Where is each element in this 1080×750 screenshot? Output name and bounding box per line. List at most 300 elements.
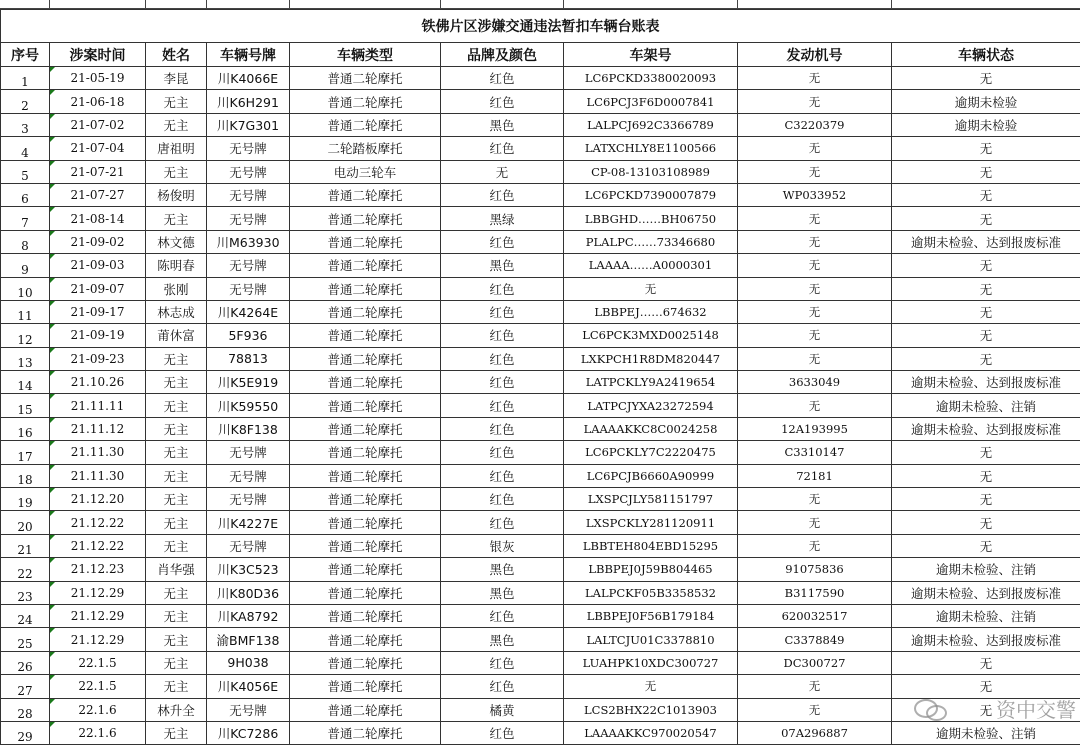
cell-brand-color — [441, 628, 564, 651]
cell-text: 黑色 — [489, 117, 515, 133]
cell-vehicle-type — [290, 488, 441, 511]
cell-brand-color — [441, 651, 564, 674]
cell-text: 红色 — [489, 422, 515, 438]
cell-vehicle-type — [290, 113, 441, 136]
cell-text: 25 — [17, 636, 33, 651]
cell-plate — [207, 324, 290, 347]
column-header-index: 序号 — [1, 43, 50, 67]
cell-status — [892, 67, 1080, 90]
cell-name — [146, 277, 207, 300]
cell-text: 21-07-21 — [70, 164, 125, 179]
cell-case-date — [50, 300, 146, 323]
cell-text: 无 — [979, 164, 993, 180]
cell-text: 无 — [979, 211, 993, 227]
cell-text: 21-05-19 — [70, 71, 125, 86]
table-row — [1, 67, 1080, 90]
cell-status — [892, 300, 1080, 323]
cell-text: 逾期未检验、注销 — [936, 609, 1037, 625]
watermark-text: 资中交警 — [996, 698, 1076, 722]
cell-text: 川K8F138 — [218, 422, 278, 438]
cell-text: 肖华强 — [157, 562, 195, 578]
cell-index — [1, 347, 50, 370]
cell-vin — [564, 651, 738, 674]
cell-name — [146, 230, 207, 253]
cell-name — [146, 254, 207, 277]
table-row — [1, 488, 1080, 511]
cell-name — [146, 394, 207, 417]
cell-text: 红色 — [489, 351, 515, 367]
cell-engine-no — [738, 371, 892, 394]
cell-text: LC6PCKD3380020093 — [584, 71, 717, 86]
cell-vin — [564, 207, 738, 230]
cell-case-date — [50, 604, 146, 627]
cell-vehicle-type — [290, 347, 441, 370]
cell-text: 黑色 — [489, 562, 515, 578]
cell-text: LC6PCKD7390007879 — [584, 188, 717, 203]
cell-vehicle-type — [290, 675, 441, 698]
cell-text: 普通二轮摩托 — [327, 94, 403, 110]
cell-plate — [207, 721, 290, 744]
cell-index — [1, 511, 50, 534]
cell-vehicle-type — [290, 207, 441, 230]
cell-index — [1, 160, 50, 183]
cell-text: 川K4056E — [217, 679, 279, 695]
cell-text: 无主 — [163, 515, 189, 531]
cell-text: 无主 — [163, 164, 189, 180]
cell-plate — [207, 371, 290, 394]
cell-text: 无号牌 — [229, 492, 267, 508]
cell-text: 无 — [979, 492, 993, 508]
cell-index — [1, 113, 50, 136]
cell-text: 黑色 — [489, 632, 515, 648]
cell-text: 无主 — [163, 632, 189, 648]
cell-vin — [564, 347, 738, 370]
cell-vin — [564, 417, 738, 440]
cell-status — [892, 254, 1080, 277]
cell-status — [892, 371, 1080, 394]
cell-case-date — [50, 254, 146, 277]
cell-text: 21-09-02 — [70, 234, 125, 249]
cell-name — [146, 604, 207, 627]
cell-text: 无 — [808, 305, 821, 320]
cell-status — [892, 604, 1080, 627]
cell-brand-color — [441, 604, 564, 627]
table-row — [1, 441, 1080, 464]
cell-brand-color — [441, 160, 564, 183]
cell-text: 24 — [17, 613, 33, 628]
cell-brand-color — [441, 254, 564, 277]
cell-vin — [564, 254, 738, 277]
cell-text: 3633049 — [788, 375, 841, 390]
cell-vehicle-type — [290, 90, 441, 113]
cell-brand-color — [441, 300, 564, 323]
cell-text: 电动三轮车 — [333, 164, 397, 180]
cell-text: 无号牌 — [229, 539, 267, 554]
cell-text: 21.11.30 — [70, 468, 125, 483]
cell-engine-no — [738, 67, 892, 90]
cell-status — [892, 207, 1080, 230]
cell-text: 无号牌 — [229, 188, 267, 204]
cell-vehicle-type — [290, 651, 441, 674]
cell-plate — [207, 581, 290, 604]
cell-text: B3117590 — [784, 585, 845, 600]
cell-plate — [207, 347, 290, 370]
column-header-name: 姓名 — [146, 43, 207, 67]
cell-name — [146, 675, 207, 698]
cell-text: 红色 — [489, 492, 515, 508]
cell-text: 无号牌 — [229, 258, 267, 274]
cell-vehicle-type — [290, 441, 441, 464]
cell-status — [892, 651, 1080, 674]
vehicle-ledger-table — [0, 9, 1080, 745]
cell-engine-no — [738, 183, 892, 206]
cell-text: 72181 — [796, 468, 833, 483]
cell-text: LC6PCK3MXD0025148 — [582, 328, 719, 343]
cell-case-date — [50, 558, 146, 581]
cell-text: 21.10.26 — [70, 375, 125, 390]
table-row — [1, 254, 1080, 277]
cell-engine-no — [738, 604, 892, 627]
cell-text: 无 — [808, 211, 821, 226]
cell-name — [146, 183, 207, 206]
cell-engine-no — [738, 651, 892, 674]
cell-text: 无 — [808, 141, 821, 156]
cell-text: 普通二轮摩托 — [327, 515, 403, 531]
cell-text: 20 — [17, 519, 33, 534]
cell-text: 普通二轮摩托 — [327, 726, 403, 742]
cell-status — [892, 534, 1080, 557]
cell-name — [146, 207, 207, 230]
cell-engine-no — [738, 488, 892, 511]
cell-plate — [207, 628, 290, 651]
cell-engine-no — [738, 277, 892, 300]
cell-case-date — [50, 488, 146, 511]
cell-index — [1, 675, 50, 698]
cell-text: 普通二轮摩托 — [327, 375, 403, 391]
cell-engine-no — [738, 230, 892, 253]
cell-text: 逾期未检验、注销 — [936, 562, 1037, 578]
cell-engine-no — [738, 300, 892, 323]
cell-text: 川K6H291 — [217, 94, 279, 110]
cell-text: 普通二轮摩托 — [327, 562, 403, 578]
cell-engine-no — [738, 394, 892, 417]
cell-text: 红色 — [489, 609, 515, 625]
cell-vin — [564, 113, 738, 136]
cell-text: 2 — [21, 98, 29, 113]
cell-text: LALPCJ692C3366789 — [587, 117, 714, 132]
cell-text: 无 — [495, 164, 509, 180]
cell-text: 4 — [21, 145, 29, 160]
cell-case-date — [50, 67, 146, 90]
cell-index — [1, 604, 50, 627]
cell-status — [892, 488, 1080, 511]
cell-case-date — [50, 511, 146, 534]
cell-brand-color — [441, 581, 564, 604]
cell-text: 无 — [808, 515, 821, 530]
cell-vehicle-type — [290, 604, 441, 627]
cell-case-date — [50, 183, 146, 206]
cell-status — [892, 277, 1080, 300]
cell-text: 无 — [979, 539, 993, 554]
cell-case-date — [50, 581, 146, 604]
cell-text: 普通二轮摩托 — [327, 328, 403, 344]
cell-text: 陈明春 — [157, 258, 195, 274]
cell-text: 橘黄 — [489, 702, 515, 718]
cell-vehicle-type — [290, 300, 441, 323]
cell-text: 21-07-02 — [70, 117, 125, 132]
table-row — [1, 698, 1080, 721]
previous-row-strip — [0, 0, 1080, 9]
cell-index — [1, 324, 50, 347]
cell-text: LC6PCJ3F6D0007841 — [586, 94, 715, 109]
cell-text: 无主 — [163, 726, 189, 742]
column-header-brand-color: 品牌及颜色 — [441, 43, 564, 67]
cell-brand-color — [441, 394, 564, 417]
cell-status — [892, 511, 1080, 534]
cell-brand-color — [441, 347, 564, 370]
cell-plate — [207, 604, 290, 627]
cell-vehicle-type — [290, 534, 441, 557]
cell-name — [146, 113, 207, 136]
cell-plate — [207, 558, 290, 581]
cell-text: 无 — [979, 328, 993, 344]
cell-text: 无 — [979, 351, 993, 367]
cell-vin — [564, 604, 738, 627]
cell-text: WP033952 — [782, 188, 847, 203]
cell-status — [892, 628, 1080, 651]
cell-text: 逾期未检验、注销 — [936, 398, 1037, 414]
cell-plate — [207, 277, 290, 300]
cell-case-date — [50, 534, 146, 557]
cell-plate — [207, 675, 290, 698]
cell-engine-no — [738, 207, 892, 230]
cell-text: 78813 — [228, 351, 268, 367]
cell-text: 21-08-14 — [70, 211, 125, 226]
cell-engine-no — [738, 628, 892, 651]
cell-status — [892, 675, 1080, 698]
cell-text: 李昆 — [163, 71, 189, 87]
cell-text: LATXCHLY8E1100566 — [584, 141, 717, 156]
cell-text: 无主 — [163, 539, 189, 554]
cell-text: 21-09-03 — [70, 258, 125, 273]
header-row — [1, 43, 1080, 67]
cell-status — [892, 183, 1080, 206]
cell-brand-color — [441, 137, 564, 160]
cell-text: 无 — [808, 492, 821, 507]
cell-case-date — [50, 464, 146, 487]
cell-text: 无 — [808, 164, 821, 179]
table-row — [1, 183, 1080, 206]
cell-text: 22.1.6 — [78, 702, 117, 717]
cell-vin — [564, 137, 738, 160]
cell-text: 红色 — [489, 655, 515, 671]
cell-status — [892, 137, 1080, 160]
cell-text: 无主 — [163, 94, 189, 110]
cell-text: 无 — [808, 351, 821, 366]
cell-text: 林文德 — [157, 234, 195, 250]
cell-brand-color — [441, 67, 564, 90]
cell-text: 普通二轮摩托 — [327, 117, 403, 133]
cell-text: 二轮踏板摩托 — [327, 141, 403, 157]
cell-text: 普通二轮摩托 — [327, 398, 403, 414]
cell-text: 16 — [17, 426, 33, 441]
cell-text: 普通二轮摩托 — [327, 422, 403, 438]
cell-text: 川K7G301 — [216, 117, 280, 133]
cell-case-date — [50, 324, 146, 347]
cell-brand-color — [441, 488, 564, 511]
cell-text: 逾期未检验 — [954, 117, 1018, 133]
cell-text: 7 — [21, 215, 29, 230]
cell-brand-color — [441, 534, 564, 557]
cell-text: 无 — [979, 445, 993, 461]
cell-index — [1, 534, 50, 557]
cell-vin — [564, 324, 738, 347]
cell-text: 逾期未检验 — [954, 94, 1018, 110]
cell-text: 张刚 — [163, 281, 189, 297]
table-row — [1, 581, 1080, 604]
table-row — [1, 137, 1080, 160]
cell-text: 9H038 — [227, 655, 269, 671]
cell-text: 无 — [979, 468, 993, 484]
cell-text: 10 — [17, 285, 33, 300]
cell-vin — [564, 721, 738, 744]
cell-text: 17 — [17, 449, 33, 464]
cell-case-date — [50, 160, 146, 183]
table-row — [1, 604, 1080, 627]
cell-text: 渝BMF138 — [216, 632, 280, 648]
cell-engine-no — [738, 137, 892, 160]
cell-vehicle-type — [290, 230, 441, 253]
cell-index — [1, 207, 50, 230]
cell-text: 无 — [808, 702, 821, 717]
cell-text: 逾期未检验、达到报废标准 — [911, 585, 1062, 601]
cell-text: 21.12.29 — [70, 609, 125, 624]
cell-name — [146, 300, 207, 323]
cell-vehicle-type — [290, 721, 441, 744]
cell-vin — [564, 160, 738, 183]
cell-text: 逾期未检验、达到报废标准 — [911, 422, 1062, 438]
cell-text: LCS2BHX22C1013903 — [584, 702, 717, 717]
cell-text: 620032517 — [781, 609, 848, 624]
table-row — [1, 651, 1080, 674]
cell-brand-color — [441, 183, 564, 206]
cell-text: 川K80D36 — [216, 585, 280, 601]
cell-text: 黑色 — [489, 585, 515, 601]
cell-text: 21.12.22 — [70, 515, 125, 530]
cell-plate — [207, 113, 290, 136]
cell-text: 普通二轮摩托 — [327, 679, 403, 695]
cell-text: 普通二轮摩托 — [327, 539, 403, 554]
cell-text: C3220379 — [784, 117, 845, 132]
cell-text: 21.12.23 — [70, 562, 125, 577]
cell-status — [892, 441, 1080, 464]
cell-engine-no — [738, 698, 892, 721]
cell-text: 无主 — [163, 655, 189, 671]
cell-vehicle-type — [290, 183, 441, 206]
cell-engine-no — [738, 417, 892, 440]
cell-text: LAAAAKKC970020547 — [584, 726, 717, 741]
cell-brand-color — [441, 558, 564, 581]
cell-text: 川K4227E — [217, 515, 279, 531]
cell-text: 22 — [17, 566, 33, 581]
cell-text: 21-09-19 — [70, 328, 125, 343]
cell-plate — [207, 183, 290, 206]
cell-index — [1, 628, 50, 651]
cell-text: 无主 — [163, 492, 189, 508]
cell-brand-color — [441, 464, 564, 487]
cell-text: LALPCKF05B3358532 — [585, 585, 716, 600]
cell-vin — [564, 628, 738, 651]
cell-text: DC300727 — [783, 655, 846, 670]
cell-text: 川KC7286 — [217, 726, 279, 742]
cell-plate — [207, 300, 290, 323]
cell-text: 5F936 — [228, 327, 268, 343]
cell-vehicle-type — [290, 371, 441, 394]
cell-vehicle-type — [290, 558, 441, 581]
cell-brand-color — [441, 698, 564, 721]
cell-engine-no — [738, 581, 892, 604]
cell-vin — [564, 534, 738, 557]
cell-status — [892, 417, 1080, 440]
cell-vehicle-type — [290, 464, 441, 487]
cell-vehicle-type — [290, 581, 441, 604]
cell-engine-no — [738, 90, 892, 113]
cell-text: 黑色 — [489, 258, 515, 274]
cell-vin — [564, 464, 738, 487]
cell-text: 无 — [808, 234, 821, 249]
cell-vehicle-type — [290, 67, 441, 90]
cell-text: 红色 — [489, 188, 515, 204]
cell-vin — [564, 230, 738, 253]
cell-text: 红色 — [489, 679, 515, 695]
cell-plate — [207, 137, 290, 160]
cell-text: 23 — [17, 589, 33, 604]
cell-index — [1, 394, 50, 417]
cell-text: 无号牌 — [229, 211, 267, 227]
cell-text: 91075836 — [785, 562, 844, 577]
cell-text: LXSPCJLY581151797 — [587, 492, 714, 507]
cell-status — [892, 698, 1080, 721]
cell-text: 无 — [808, 281, 821, 296]
cell-text: 无 — [979, 305, 993, 321]
cell-index — [1, 254, 50, 277]
cell-case-date — [50, 628, 146, 651]
cell-text: LBBTEH804EBD15295 — [582, 539, 719, 553]
table-row — [1, 324, 1080, 347]
cell-text: 唐祖明 — [157, 141, 195, 157]
column-header-vehicle-type: 车辆类型 — [290, 43, 441, 67]
table-row — [1, 511, 1080, 534]
cell-text: 无主 — [163, 468, 189, 484]
cell-case-date — [50, 230, 146, 253]
cell-case-date — [50, 113, 146, 136]
cell-text: 红色 — [489, 281, 515, 297]
cell-index — [1, 67, 50, 90]
cell-text: 无主 — [163, 211, 189, 227]
table-body — [1, 67, 1080, 745]
cell-text: 无 — [979, 71, 993, 87]
cell-vin — [564, 394, 738, 417]
cell-text: 无主 — [163, 585, 189, 601]
column-header-status: 车辆状态 — [892, 43, 1080, 67]
cell-text: 普通二轮摩托 — [327, 702, 403, 718]
cell-engine-no — [738, 324, 892, 347]
cell-text: LC6PCKLY7C2220475 — [585, 445, 716, 460]
cell-text: 无主 — [163, 422, 189, 438]
table-row — [1, 534, 1080, 557]
cell-text: 无 — [644, 679, 657, 694]
cell-name — [146, 67, 207, 90]
